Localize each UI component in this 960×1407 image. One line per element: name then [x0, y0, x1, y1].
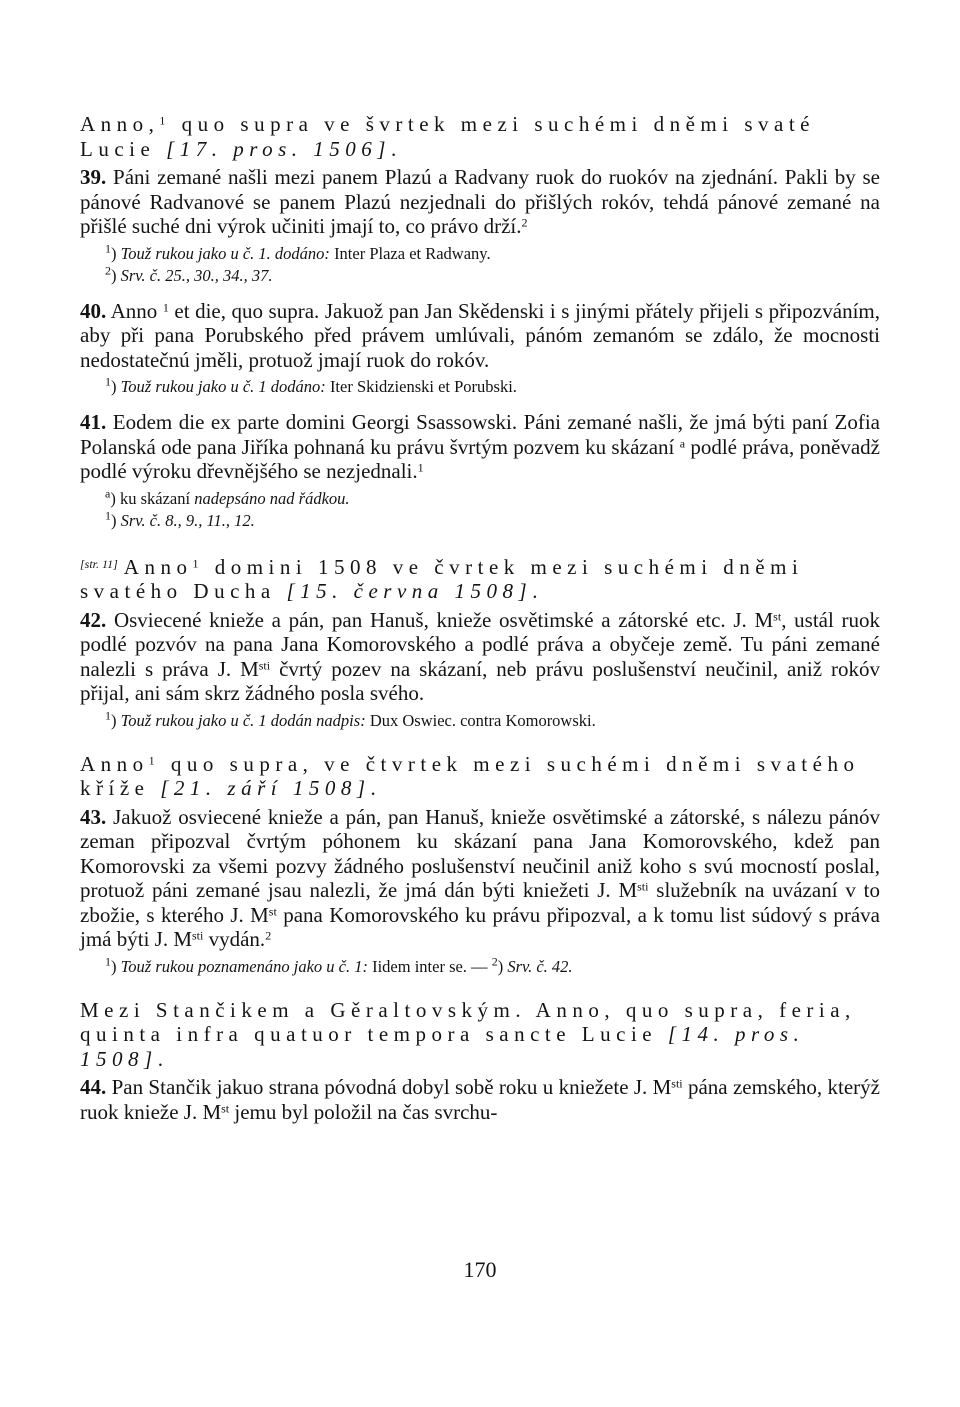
- superscript: 1: [105, 707, 111, 722]
- superscript: sti: [671, 1076, 683, 1091]
- text: .: [370, 776, 382, 800]
- text: Inter Plaza et Radwany.: [329, 243, 491, 263]
- text: Jakuož osviecené knieže a pán, pan Hanuš, knieže osvětimské a zátorské, s nálezu pánóv zeman připozval čvrtým póhonem ku skázaní pana Jana Komorovského, kdež pan Komorovski za všemi pozvy žádného poslušenství neučinil aniž koho s svú mocností poslal, protuož páni zemané jsau nalezli, že jmá dán býti kniežeti J. M: [80, 804, 880, 902]
- entry-42: [80, 608, 880, 706]
- superscript: 1: [417, 460, 424, 475]
- document-page: [80, 112, 880, 1124]
- superscript: 1: [105, 240, 111, 255]
- text: služebník na uvázaní v to zbožie, s kterého J. M: [80, 878, 881, 927]
- superscript: a: [679, 435, 686, 450]
- italic-text: Touž rukou jako u č. 1. dodáno:: [120, 243, 330, 263]
- text: ): [111, 377, 121, 396]
- superscript: 1: [105, 507, 111, 522]
- superscript: 1: [192, 555, 204, 570]
- superscript: sti: [258, 657, 271, 672]
- italic-text: [14. pros. 1508]: [80, 1022, 805, 1071]
- entry-44: [80, 1075, 880, 1124]
- superscript: 2: [105, 262, 111, 277]
- text: Iidem inter se. —: [367, 956, 492, 976]
- text: quo supra ve švrtek mezi suchémi dněmi svaté Lucie: [80, 112, 815, 161]
- entry-number: 42.: [80, 607, 107, 632]
- text: ) ku skázaní: [110, 488, 195, 508]
- superscript: 2: [491, 953, 498, 968]
- superscript: 1: [105, 374, 111, 389]
- italic-text: Srv. č. 8., 9., 11., 12.: [120, 510, 255, 530]
- text: Anno: [106, 298, 163, 323]
- entry-40: [80, 299, 880, 373]
- text: pana Komorovského ku právu připozval, a k tomu list súdový s práva jmá býti J. M: [80, 902, 880, 951]
- superscript: sti: [637, 879, 649, 894]
- text: Dux Oswiec. contra Komorowski.: [365, 710, 596, 730]
- superscript: a: [105, 485, 111, 500]
- text: pána zemského, kterýž ruok knieže J. M: [80, 1075, 880, 1124]
- heading-anno-1508-ducha: [80, 552, 880, 604]
- text: ): [497, 956, 508, 976]
- superscript: 1: [159, 113, 171, 128]
- italic-text: [21. září 1508]: [160, 776, 371, 800]
- text: vydán.: [203, 927, 266, 951]
- text: .: [390, 136, 402, 161]
- text: ): [111, 265, 121, 285]
- text: quo supra, ve čtvrtek mezi suchémi dněmi svatého kříže: [80, 751, 860, 800]
- italic-text: Touž rukou poznamenáno jako u č. 1:: [120, 956, 368, 976]
- heading-anno-1506: [80, 112, 880, 161]
- superscript: 2: [521, 215, 528, 230]
- text: domini 1508 ve čvrtek mezi suchémi dněmi svatého Ducha: [80, 554, 804, 603]
- text: , ustál ruok podlé pozvóv na pana Jana Komorovského a podlé práva a obyčeje země. Tu páni zemané nalezli s práva J. M: [80, 607, 881, 681]
- text: Anno: [123, 554, 193, 579]
- text: Anno: [80, 751, 149, 776]
- text: ): [111, 710, 121, 730]
- superscript: 1: [162, 299, 169, 314]
- text: Páni zemané našli mezi panem Plazú a Radvany ruok do ruokóv na zjednání. Pakli by se pánové Radvanové se panem Plazú nezjednali do přišlých rokóv, tehdá pánové zemané na přišlé suché dni výrok učiniti jmají to, co právo drží.: [80, 165, 880, 238]
- superscript: 1: [148, 752, 161, 767]
- italic-text: [17. pros. 1506]: [166, 136, 391, 161]
- superscript: st: [773, 608, 782, 623]
- text: čvrtý pozev na skázaní, neb právu poslušenství neučinil, aniž rokóv přijal, ani sám skrz žádného posla svého.: [80, 656, 881, 705]
- text: Iter Skidzienski et Porubski.: [325, 377, 517, 396]
- superscript: sti: [192, 928, 204, 943]
- italic-text: Srv. č. 42.: [507, 956, 573, 976]
- text: podlé práva, poněvadž podlé výroku dřevnějšého se nezjednali.: [80, 434, 880, 483]
- footnote-39-2: [80, 262, 880, 287]
- text: jemu byl položil na čas svrchu-: [229, 1099, 498, 1124]
- text: ): [111, 243, 121, 263]
- italic-text: [15. června 1508]: [286, 579, 533, 603]
- entry-39: [80, 165, 880, 239]
- footnote-43: [80, 953, 880, 978]
- footnote-41-1: [80, 507, 880, 532]
- entry-number: 41.: [80, 410, 107, 434]
- superscript: 2: [265, 928, 272, 943]
- footnote-42-1: [80, 707, 880, 732]
- text: Osviecené knieže a pán, pan Hanuš, knieže osvětimské a zátorské etc. J. M: [106, 607, 774, 632]
- superscript: st: [221, 1100, 230, 1115]
- entry-43: [80, 805, 880, 952]
- italic-text: Touž rukou jako u č. 1 dodáno:: [120, 377, 326, 396]
- text: ): [111, 510, 121, 530]
- superscript: 1: [105, 953, 111, 968]
- text: Mezi Stančikem a Gěraltovským. Anno, quo supra, feria, quinta infra quatuor tempora sancte Lucie: [80, 997, 856, 1046]
- entry-41: [80, 410, 880, 484]
- entry-number: 44.: [80, 1075, 107, 1099]
- heading-stancik: [80, 998, 880, 1072]
- page-reference: [str. 11]: [80, 556, 118, 571]
- footnote-40-1: [80, 376, 880, 398]
- page-number: 170: [463, 1257, 497, 1282]
- italic-text: nadepsáno nad řádkou.: [194, 488, 350, 508]
- italic-text: Srv. č. 25., 30., 34., 37.: [120, 265, 273, 285]
- entry-number: 43.: [80, 804, 107, 829]
- text: et die, quo supra. Jakuož pan Jan Skědenski i s jinými přátely přijeli s připozváním, aby při pana Porubského před právem umlúvali, pánóm zemanóm se zdálo, že mocnosti nedostatečnú jměli, protuož jmají ruok do rokóv.: [80, 298, 880, 372]
- text: Pan Stančik jakuo strana póvodná dobyl sobě roku u kniežete J. M: [106, 1075, 672, 1099]
- text: .: [157, 1046, 169, 1071]
- footnote-39-1: [80, 240, 880, 265]
- superscript: st: [268, 903, 277, 918]
- entry-number: 40.: [80, 298, 107, 323]
- italic-text: Touž rukou jako u č. 1 dodán nadpis:: [120, 710, 366, 730]
- footnote-41-a: [80, 485, 880, 510]
- text: ): [111, 956, 121, 976]
- heading-anno-1508-krize: [80, 752, 880, 801]
- text: Anno,: [80, 112, 160, 136]
- text: .: [532, 579, 543, 603]
- text: Eodem die ex parte domini Georgi Ssassowski. Páni zemané našli, že jmá býti paní Zofia Polanská ode pana Jiříka pohnaná ku právu švrtým pozvem ku skázaní: [80, 410, 880, 459]
- entry-number: 39.: [80, 165, 107, 189]
